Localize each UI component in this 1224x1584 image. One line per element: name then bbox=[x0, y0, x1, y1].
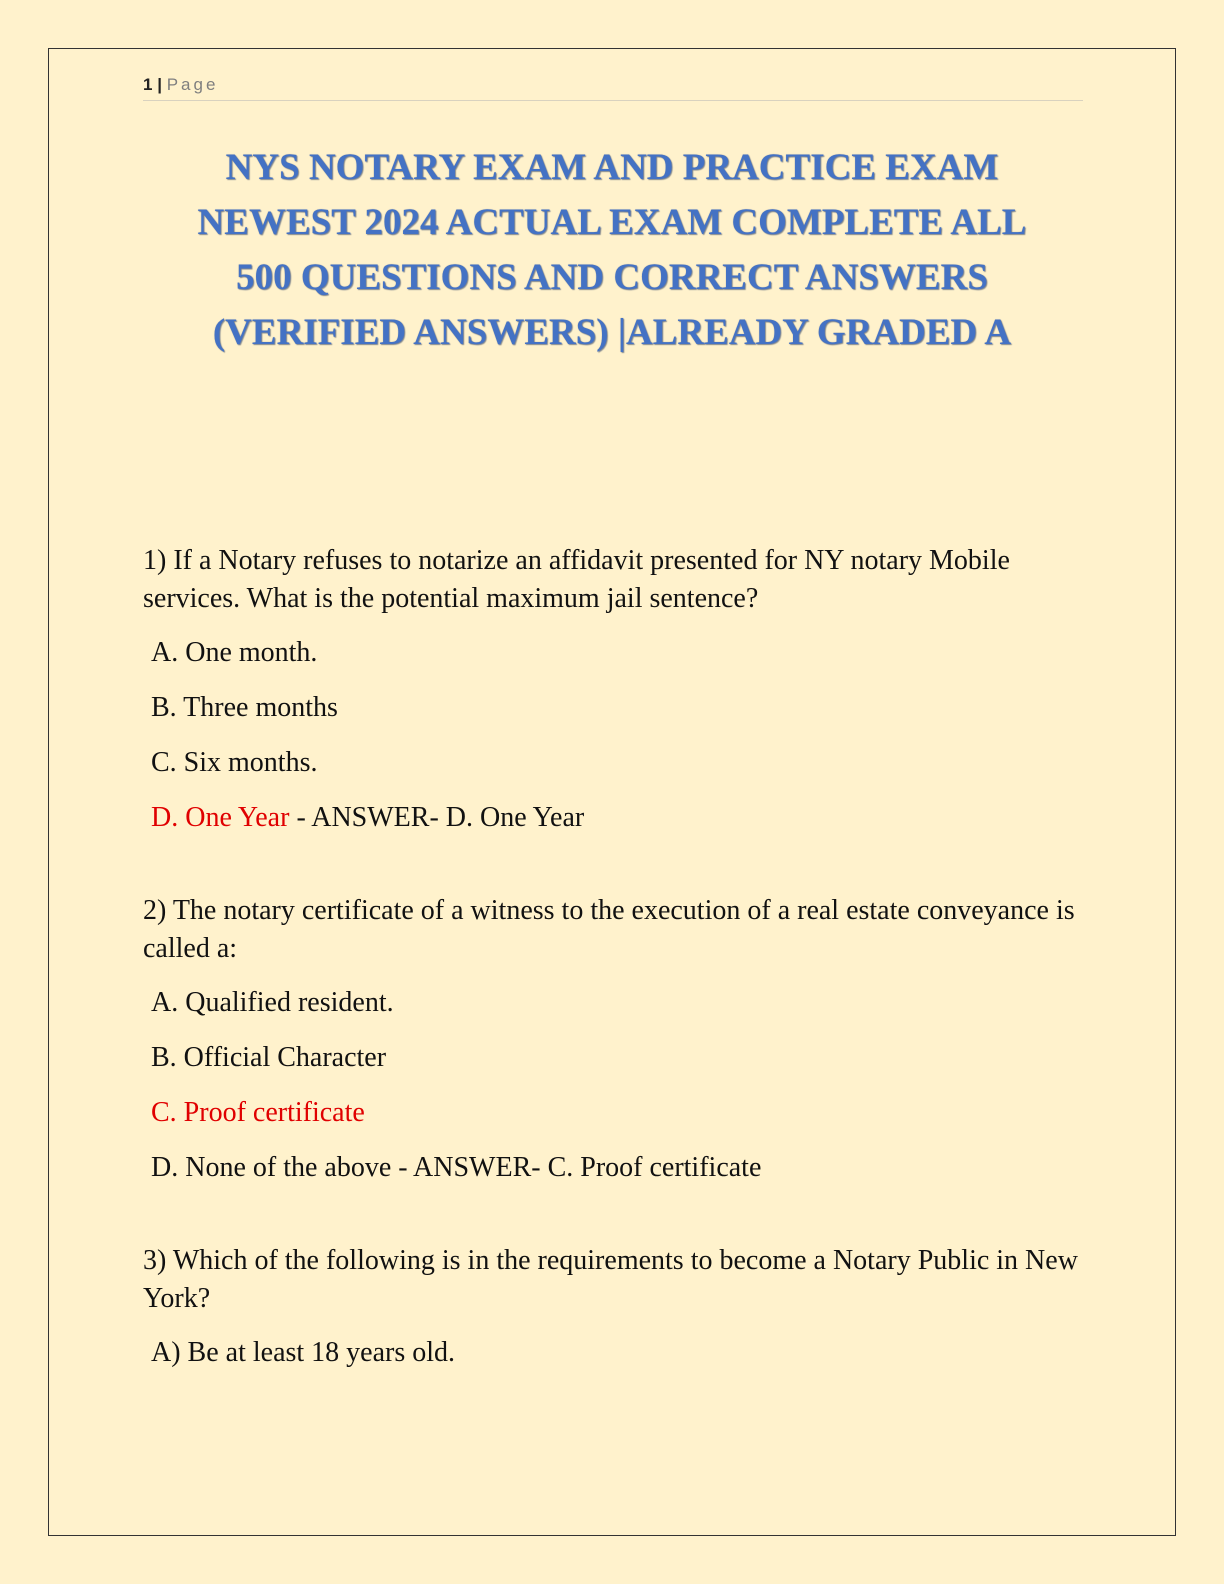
option-d: D. None of the above - ANSWER- C. Proof certificate bbox=[151, 1152, 762, 1183]
title-line: (VERIFIED ANSWERS) |ALREADY GRADED A bbox=[212, 312, 1012, 353]
document-title bbox=[110, 140, 1114, 360]
questions-list bbox=[143, 542, 1093, 1387]
page-separator: | bbox=[157, 75, 162, 94]
question-3 bbox=[143, 1242, 1093, 1373]
option-a: A) Be at least 18 years old. bbox=[151, 1337, 456, 1368]
option-a: A. One month. bbox=[151, 637, 318, 668]
title-line: NYS NOTARY EXAM AND PRACTICE EXAM bbox=[225, 147, 999, 188]
option-a: A. Qualified resident. bbox=[151, 987, 394, 1018]
page-header bbox=[143, 74, 1083, 101]
page-label: Page bbox=[166, 75, 219, 94]
question-text: 3) Which of the following is in the requirements to become a Notary Public in New York? bbox=[143, 1245, 1078, 1314]
option-c: C. Six months. bbox=[151, 747, 318, 778]
option-c-correct: C. Proof certificate bbox=[151, 1097, 365, 1128]
option-d bbox=[151, 797, 1093, 838]
question-2 bbox=[143, 892, 1093, 1188]
option-b: B. Official Character bbox=[151, 1042, 387, 1073]
correct-option-label: D. One Year bbox=[151, 802, 290, 833]
title-line: NEWEST 2024 ACTUAL EXAM COMPLETE ALL bbox=[197, 202, 1027, 243]
page-number: 1 bbox=[143, 75, 153, 94]
question-text: 1) If a Notary refuses to notarize an affidavit presented for NY notary Mobile services. What is the potential maximum jail sentence? bbox=[143, 545, 1010, 614]
title-line: 500 QUESTIONS AND CORRECT ANSWERS bbox=[236, 257, 988, 298]
question-text: 2) The notary certificate of a witness to the execution of a real estate conveyance is called a: bbox=[143, 895, 1075, 964]
option-b: B. Three months bbox=[151, 692, 338, 723]
answer-text: - ANSWER- D. One Year bbox=[289, 802, 585, 833]
question-1 bbox=[143, 542, 1093, 838]
